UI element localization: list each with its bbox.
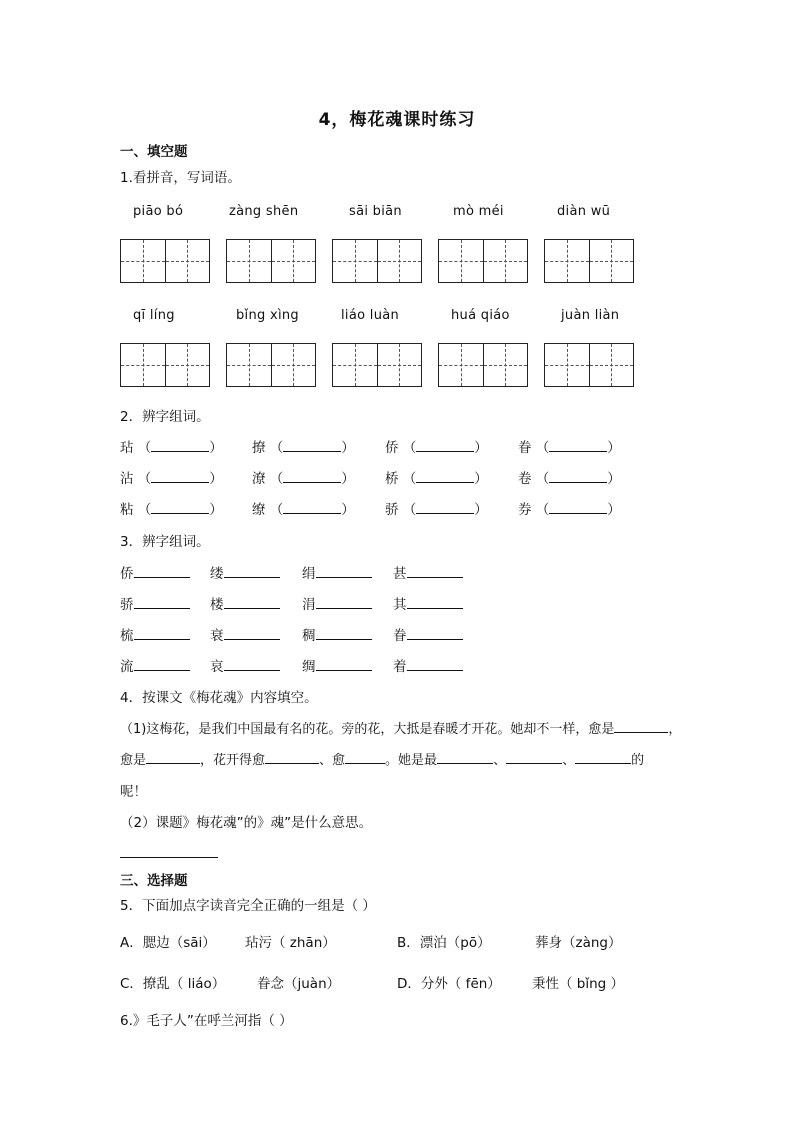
question-1: 1.看拼音，写词语。 bbox=[120, 170, 241, 186]
pinyin-2: zàng shēn bbox=[229, 204, 299, 219]
pinyin-8: liáo luàn bbox=[341, 308, 400, 323]
pinyin-4: mò méi bbox=[453, 204, 504, 219]
q3-item: 缕 bbox=[210, 562, 280, 582]
q2-item: 眷 （ ） bbox=[518, 440, 621, 456]
option-a-extra: 玷污（ zhān） bbox=[245, 935, 336, 951]
pinyin-6: qī líng bbox=[133, 308, 175, 323]
q3-item: 涓 bbox=[302, 593, 372, 613]
q3-item: 哀 bbox=[210, 655, 280, 675]
q3-item: 着 bbox=[393, 655, 463, 675]
q3-item: 甚 bbox=[393, 562, 463, 582]
q2-item: 骄 （ ） bbox=[385, 502, 488, 518]
option-b[interactable]: B．漂泊（pō） bbox=[397, 935, 491, 951]
q2-item: 撩 （ ） bbox=[252, 440, 355, 456]
q4-1-line2: 愈是 ，花开得愈 、愈 。她是最 、 、 的 bbox=[120, 753, 645, 768]
writing-grid[interactable] bbox=[438, 239, 528, 283]
q3-item: 稠 bbox=[302, 624, 372, 644]
writing-grid[interactable] bbox=[332, 343, 422, 387]
writing-grid[interactable] bbox=[226, 343, 316, 387]
writing-grid[interactable] bbox=[332, 239, 422, 283]
question-4: 4．按课文《梅花魂》内容填空。 bbox=[120, 690, 318, 706]
option-c-extra: 眷念（juàn） bbox=[257, 976, 341, 992]
q2-item: 玷 （ ） bbox=[120, 440, 223, 456]
pinyin-5: diàn wū bbox=[557, 204, 611, 219]
option-c[interactable]: C．撩乱（ liáo） bbox=[120, 976, 226, 992]
q2-item: 卷 （ ） bbox=[518, 471, 621, 487]
q3-item: 其 bbox=[393, 593, 463, 613]
pinyin-9: huá qiáo bbox=[451, 308, 510, 323]
q3-item: 绢 bbox=[302, 562, 372, 582]
option-a[interactable]: A．腮边（sāi） bbox=[120, 935, 216, 951]
question-5: 5．下面加点字读音完全正确的一组是（ ） bbox=[120, 898, 376, 914]
q3-item: 楼 bbox=[210, 593, 280, 613]
q3-item: 骄 bbox=[120, 593, 190, 613]
q4-1-line1: （1)这梅花，是我们中国最有名的花。旁的花，大抵是春暖才开花。她却不一样，愈是 ， bbox=[120, 722, 682, 737]
writing-grid[interactable] bbox=[120, 343, 210, 387]
option-d-extra: 秉性（ bǐng ） bbox=[532, 976, 625, 992]
writing-grid[interactable] bbox=[226, 239, 316, 283]
writing-grid[interactable] bbox=[120, 239, 210, 283]
question-6: 6.》毛子人”在呼兰河指（ ） bbox=[120, 1013, 293, 1029]
q3-item: 梳 bbox=[120, 624, 190, 644]
pinyin-1: piāo bó bbox=[133, 204, 184, 219]
q2-item: 桥 （ ） bbox=[385, 471, 488, 487]
writing-grid[interactable] bbox=[438, 343, 528, 387]
pinyin-3: sāi biān bbox=[349, 204, 402, 219]
q4-2: （2）课题》梅花魂”的》魂”是什么意思。 bbox=[120, 815, 373, 831]
option-b-extra: 葬身（zàng） bbox=[535, 935, 622, 951]
question-2: 2．辨字组词。 bbox=[120, 409, 210, 425]
answer-line bbox=[120, 857, 218, 858]
section-choice: 三、选择题 bbox=[120, 873, 188, 889]
section-fill-in: 一、填空题 bbox=[120, 144, 188, 160]
q4-1-line3: 呢！ bbox=[120, 784, 147, 800]
pinyin-10: juàn liàn bbox=[561, 308, 620, 323]
q2-item: 粘 （ ） bbox=[120, 502, 223, 518]
q3-item: 流 bbox=[120, 655, 190, 675]
q2-item: 券 （ ） bbox=[518, 502, 621, 518]
option-d[interactable]: D．分外（ fēn） bbox=[397, 976, 501, 992]
pinyin-7: bǐng xìng bbox=[236, 308, 299, 323]
q3-item: 衰 bbox=[210, 624, 280, 644]
question-3: 3．辨字组词。 bbox=[120, 534, 210, 550]
q2-item: 缭 （ ） bbox=[252, 502, 355, 518]
q3-item: 绸 bbox=[302, 655, 372, 675]
writing-grid[interactable] bbox=[544, 239, 634, 283]
q2-item: 沾 （ ） bbox=[120, 471, 223, 487]
q2-item: 侨 （ ） bbox=[385, 440, 488, 456]
q2-item: 潦 （ ） bbox=[252, 471, 355, 487]
q3-item: 侨 bbox=[120, 562, 190, 582]
page-title: 4，梅花魂课时练习 bbox=[318, 110, 476, 130]
q3-item: 眷 bbox=[393, 624, 463, 644]
writing-grid[interactable] bbox=[544, 343, 634, 387]
